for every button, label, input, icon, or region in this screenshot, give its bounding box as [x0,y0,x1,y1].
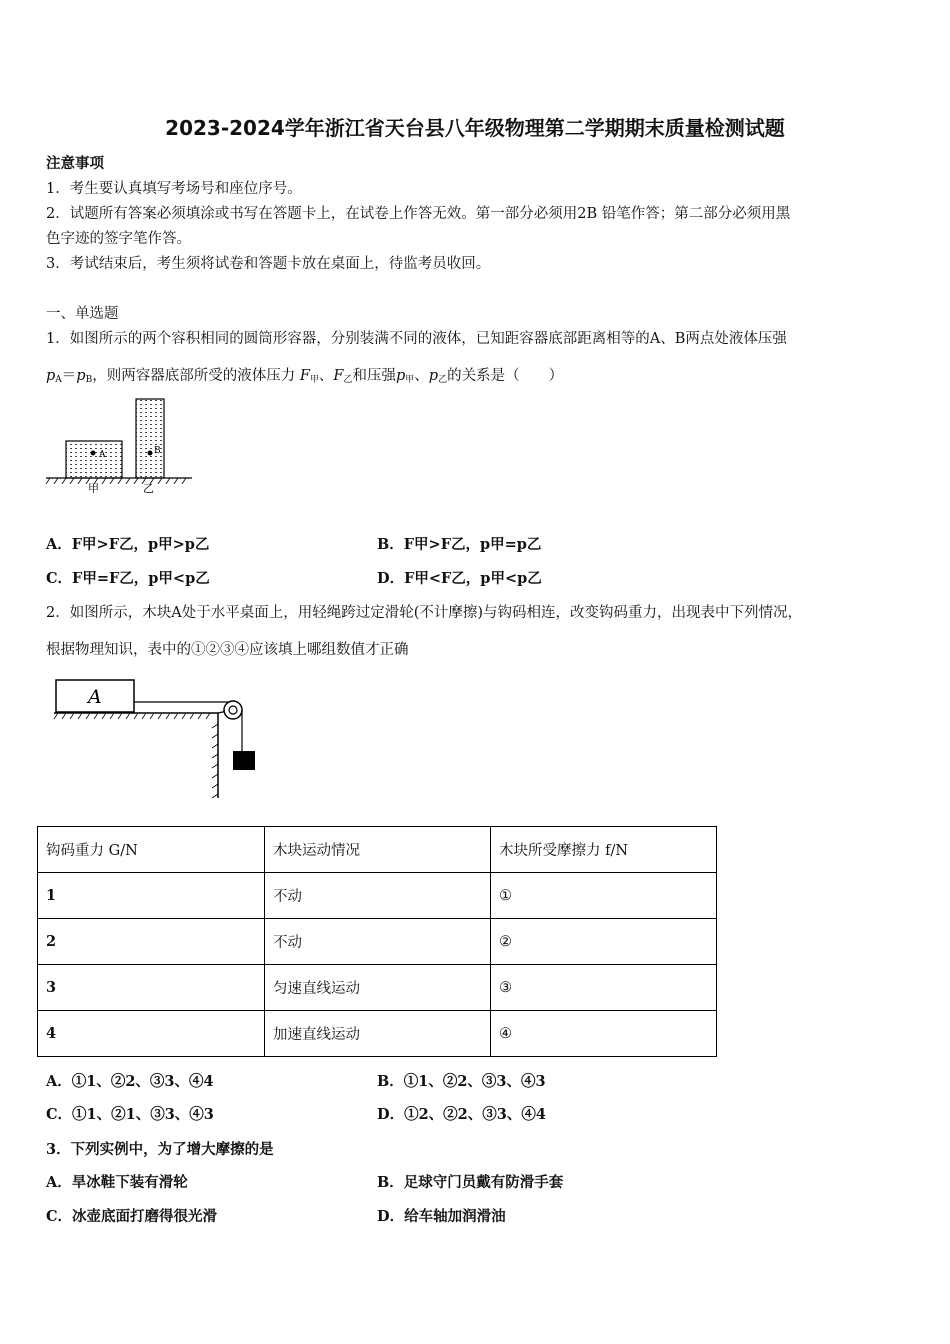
table-cell: 1 [38,873,265,919]
label-jia: 甲 [88,482,99,495]
q1-containers-figure [44,395,194,495]
table-cell: ④ [491,1011,717,1057]
subscript: B [85,375,93,385]
table-header-cell: 木块运动情况 [265,827,491,873]
table-row [38,919,717,965]
notice-item: 1．考生要认真填写考场号和座位序号。 [46,181,302,197]
q2-pulley-figure [50,672,270,802]
symbol: F [299,368,310,384]
notice-item: 色字迹的签字笔作答。 [46,231,191,247]
table-row [38,873,717,919]
point-a-label: A [99,450,106,460]
table-row [38,965,717,1011]
text: 、 [414,368,429,384]
q2-option-b[interactable]: B．①1、②2、③3、④3 [377,1073,546,1090]
notice-heading: 注意事项 [46,155,104,172]
text: 的关系是（ ） [447,368,564,384]
subscript: A [55,375,62,385]
text: 和压强 [352,368,396,384]
table-header-cell: 钩码重力 G/N [38,827,265,873]
symbol: F [333,368,344,384]
table-cell: ① [491,873,717,919]
table-cell: 3 [38,965,265,1011]
section-heading: 一、单选题 [46,306,119,322]
point-b [148,451,153,456]
symbol: p [46,368,56,384]
q2-stem-line2: 根据物理知识，表中的①②③④应该填上哪组数值才正确 [46,642,409,658]
text: 、 [318,368,334,384]
q3-option-a[interactable]: A．旱冰鞋下装有滑轮 [46,1174,188,1191]
q1-option-a[interactable]: A．F甲>F乙，p甲>p乙 [46,536,210,553]
symbol: p [395,368,406,384]
table-cell: 2 [38,919,265,965]
q3-option-b[interactable]: B．足球守门员戴有防滑手套 [377,1174,564,1191]
subscript: 甲 [405,375,415,385]
symbol: p [428,368,439,384]
subscript: 乙 [343,375,353,385]
subscript: 甲 [309,375,319,385]
table-cell: 不动 [265,919,491,965]
point-a [91,451,96,456]
notice-item: 3．考试结束后，考生须将试卷和答题卡放在桌面上，待监考员收回。 [46,256,491,272]
table-row [38,1011,717,1057]
q3-stem: 3．下列实例中，为了增大摩擦的是 [46,1141,274,1158]
q2-stem-line1: 2．如图所示，木块A处于水平桌面上，用轻绳跨过定滑轮(不计摩擦)与钩码相连，改变钩码重力，出现表中下列情况， [46,605,803,621]
pulley-axle [229,706,237,714]
table-hatch [54,713,218,798]
container-jia [66,441,122,478]
table-cell: 4 [38,1011,265,1057]
symbol: p [76,368,86,384]
q3-option-d[interactable]: D．给车轴加润滑油 [377,1208,506,1225]
block-a-label: A [88,686,102,708]
q2-option-c[interactable]: C．①1、②1、③3、④3 [46,1106,214,1123]
page-title: 2023-2024学年浙江省天台县八年级物理第二学期期末质量检测试题 [165,116,785,140]
label-yi: 乙 [143,482,154,495]
table-cell: ② [491,919,717,965]
table-cell: 不动 [265,873,491,919]
text: ＝ [61,368,77,384]
table-header-cell: 木块所受摩擦力 f/N [491,827,717,873]
container-yi [136,399,164,478]
q1-option-b[interactable]: B．F甲>F乙，p甲=p乙 [377,536,542,553]
table-cell: ③ [491,965,717,1011]
q1-stem-line1: 1．如图所示的两个容积相同的圆筒形容器，分别装满不同的液体，已知距容器底部距离相等的A、B两点处液体压强 [46,331,787,347]
q1-option-c[interactable]: C．F甲=F乙，p甲<p乙 [46,570,210,587]
ground-hatch [46,478,186,484]
table-header-row [38,827,717,873]
q2-option-d[interactable]: D．①2、②2、③3、④4 [377,1106,546,1123]
notice-item: 2．试题所有答案必须填涂或书写在答题卡上，在试卷上作答无效。第一部分必须用2B 铅笔作答；第二部分必须用黑 [46,206,791,222]
hook-weight [233,751,255,770]
table-cell: 匀速直线运动 [265,965,491,1011]
q2-option-a[interactable]: A．①1、②2、③3、④4 [46,1073,214,1090]
q3-option-c[interactable]: C．冰壶底面打磨得很光滑 [46,1208,218,1225]
q1-option-d[interactable]: D．F甲<F乙，p甲<p乙 [377,570,542,587]
text: ，则两容器底部所受的液体压力 [92,368,296,384]
q2-data-table [37,826,717,1057]
point-b-label: B [154,446,161,456]
q1-stem-line2 [46,364,563,385]
table-cell: 加速直线运动 [265,1011,491,1057]
subscript: 乙 [438,375,448,385]
